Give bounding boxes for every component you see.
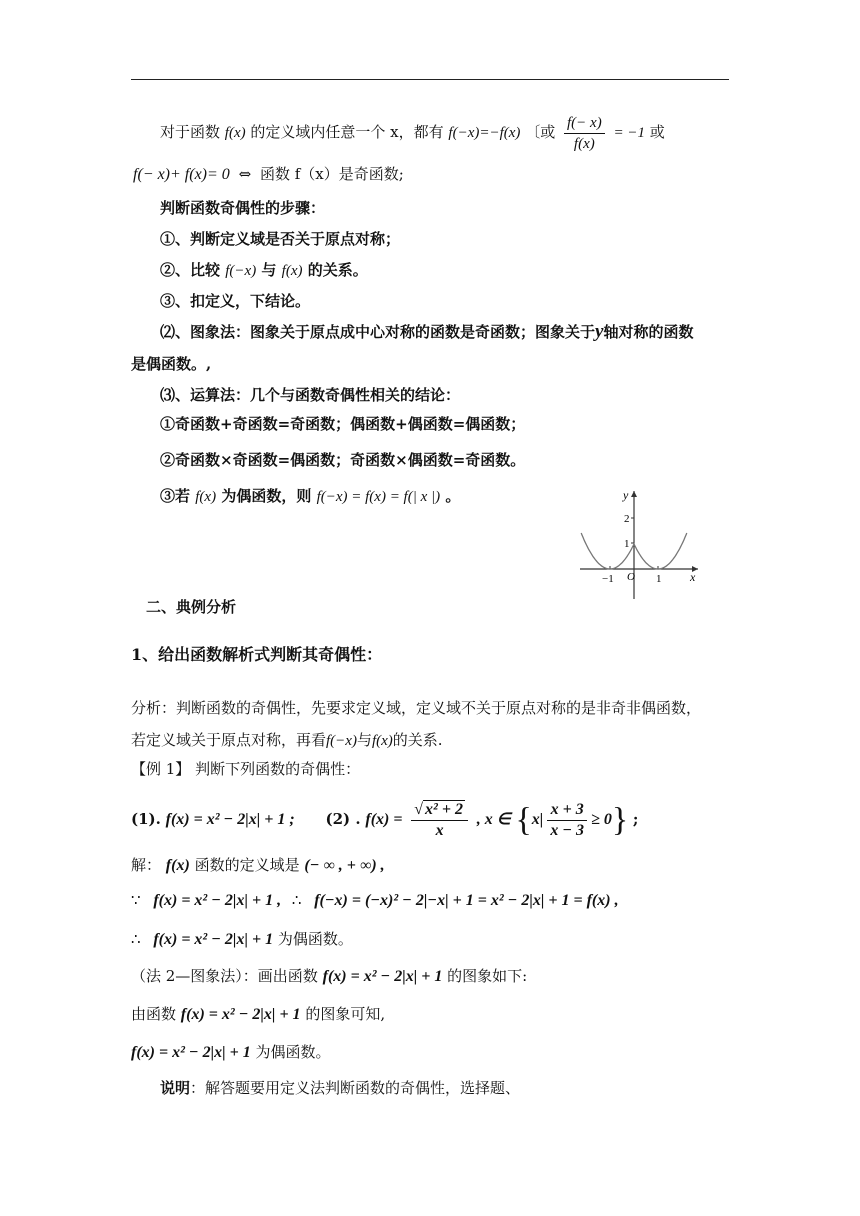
step-2: ②、比较 f(−x) 与 f(x) 的关系。 — [160, 261, 368, 279]
graph-method-line-2: 是偶函数。, — [131, 355, 212, 373]
step-3: ③、扣定义，下结论。 — [160, 292, 311, 310]
header-rule — [131, 79, 729, 80]
odd-definition-line: 对于函数 f(x) 的定义域内任意一个 x，都有 f(−x)=−f(x) 〔或 $\frac{f(- x)}{f(x)}$ = −1 或 — [160, 114, 665, 152]
y-axis-arrow — [631, 491, 637, 497]
ratio-fraction: $\frac{f(- x)}{f(x)}$ — [564, 113, 605, 154]
x-tick-label-neg1: −1 — [602, 573, 614, 585]
origin-label: O — [627, 571, 635, 583]
solution-line-1: 解： f(x) 函数的定义域是 (− ∞ , + ∞) , — [131, 856, 385, 874]
calc-rule-3: ③若 f(x) 为偶函数，则 f(−x) = f(x) = f(| x |) 。 — [160, 487, 461, 505]
calc-rule-1: ①奇函数+奇函数=奇函数；偶函数+偶函数=偶函数； — [160, 415, 526, 433]
analysis-line-2: 若定义域关于原点对称，再看f(−x)与f(x)的关系. — [131, 731, 443, 749]
example-label: 【例 1】 判断下列函数的奇偶性： — [131, 760, 361, 778]
sqrt-fraction: $\frac{\text{√ x² + 2}}{x}$ — [411, 800, 468, 841]
subsection-title: 1、给出函数解析式判断其奇偶性： — [131, 645, 383, 664]
x-axis-label: x — [690, 570, 696, 584]
solution-line-4: （法 2—图象法）：画出函数 f(x) = x² − 2|x| + 1 的图象如下: — [131, 967, 528, 985]
y-tick-label-2: 2 — [624, 513, 630, 525]
steps-title: 判断函数奇偶性的步骤： — [160, 199, 326, 217]
calc-rule-2: ②奇函数×奇函数=偶函数；奇函数×偶函数=奇函数。 — [160, 451, 526, 469]
calc-method-title: ⑶、运算法：几个与函数奇偶性相关的结论： — [160, 386, 461, 404]
graph-method-line-1: ⑵、图象法：图象关于原点成中心对称的函数是奇函数；图象关于y轴对称的函数 — [160, 321, 694, 342]
step-1: ①、判断定义域是否关于原点对称； — [160, 230, 401, 248]
y-axis-label: y — [623, 488, 629, 502]
solution-line-2: ∵ f(x) = x² − 2|x| + 1 , ∴ f(−x) = (−x)² − 2|−x| + 1 = x² − 2|x| + 1 = f(x) , — [131, 891, 619, 909]
odd-definition-line-2: f(− x)+ f(x)= 0 ⇔ 函数 f（x）是奇函数; — [133, 165, 404, 183]
note-line: 说明：解答题要用定义法判断函数的奇偶性，选择题、 — [160, 1079, 521, 1097]
odd-equation: f(−x)=−f(x) — [448, 125, 521, 141]
solution-line-5: 由函数 f(x) = x² − 2|x| + 1 的图象可知, — [131, 1005, 386, 1023]
y-tick-label-1: 1 — [624, 538, 630, 550]
even-function-graph — [572, 485, 704, 603]
solution-line-3: ∴ f(x) = x² − 2|x| + 1 为偶函数。 — [131, 930, 353, 948]
analysis-line-1: 分析：判断函数的奇偶性，先要求定义域，定义域不关于原点对称的是非奇非偶函数， — [131, 699, 702, 717]
solution-line-6: f(x) = x² − 2|x| + 1 为偶函数。 — [131, 1043, 331, 1061]
section-title: 二、典例分析 — [146, 598, 237, 616]
x-tick-label-1: 1 — [656, 573, 662, 585]
example-problems: (1). f(x) = x² − 2|x| + 1 ; (2) . f(x) = $\frac{\text{√ x² + 2}}{x}$ , x ∈ {x| $\frac{x + 3}{x - 3}$ ≥ 0} ; — [131, 800, 639, 839]
domain-fraction: $\frac{x + 3}{x - 3}$ — [547, 800, 587, 841]
